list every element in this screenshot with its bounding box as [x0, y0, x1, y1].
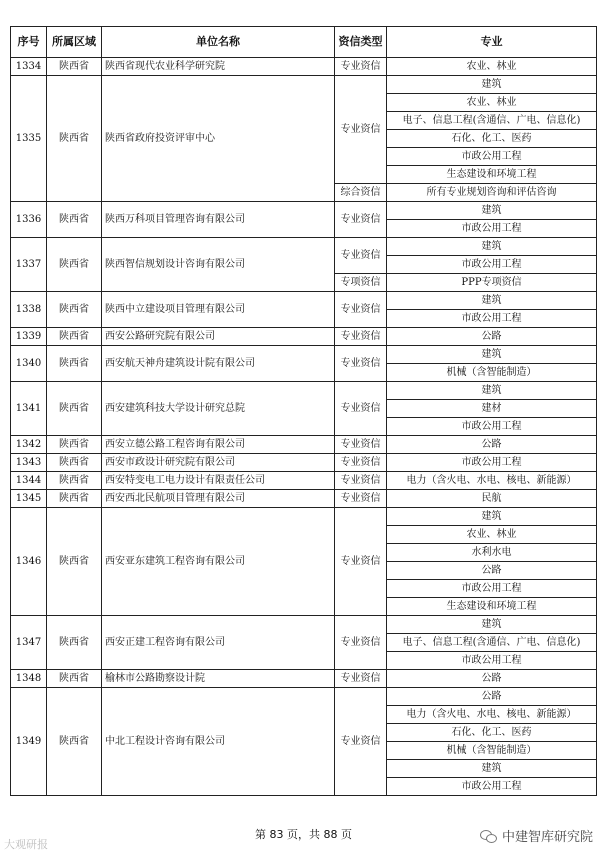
header-type: 资信类型 [335, 27, 387, 58]
cell-major: PPP专项资信 [387, 274, 597, 292]
cell-major: 农业、林业 [387, 94, 597, 112]
cell-major: 市政公用工程 [387, 220, 597, 238]
table-header-row [11, 27, 597, 58]
cell-name: 西安航天神舟建筑设计院有限公司 [102, 346, 335, 382]
cell-no: 1348 [11, 670, 47, 688]
cell-no: 1345 [11, 490, 47, 508]
table-row [11, 382, 597, 400]
cell-major: 市政公用工程 [387, 652, 597, 670]
cell-major: 所有专业规划咨询和评估咨询 [387, 184, 597, 202]
cell-name: 西安特变电工电力设计有限责任公司 [102, 472, 335, 490]
cell-type: 专业资信 [335, 238, 387, 274]
cell-type: 专业资信 [335, 76, 387, 184]
cell-type: 专项资信 [335, 274, 387, 292]
cell-major: 市政公用工程 [387, 454, 597, 472]
cell-region: 陕西省 [47, 346, 102, 382]
watermark-right-text: 中建智库研究院 [501, 830, 593, 845]
cell-no: 1344 [11, 472, 47, 490]
header-region: 所属区域 [47, 27, 102, 58]
cell-region: 陕西省 [47, 508, 102, 616]
cell-major: 建筑 [387, 616, 597, 634]
cell-type: 专业资信 [335, 508, 387, 616]
cell-major: 市政公用工程 [387, 310, 597, 328]
cell-region: 陕西省 [47, 616, 102, 670]
cell-name: 西安立德公路工程咨询有限公司 [102, 436, 335, 454]
cell-region: 陕西省 [47, 490, 102, 508]
cell-major: 建筑 [387, 346, 597, 364]
cell-region: 陕西省 [47, 58, 102, 76]
cell-major: 建筑 [387, 508, 597, 526]
cell-major: 公路 [387, 328, 597, 346]
cell-no: 1340 [11, 346, 47, 382]
cell-no: 1343 [11, 454, 47, 472]
cell-name: 陕西智信规划设计咨询有限公司 [102, 238, 335, 292]
cell-type: 专业资信 [335, 454, 387, 472]
cell-no: 1349 [11, 688, 47, 796]
cell-region: 陕西省 [47, 238, 102, 292]
cell-name: 陕西省政府投资评审中心 [102, 76, 335, 202]
cell-major: 建材 [387, 400, 597, 418]
cell-name: 西安西北民航项目管理有限公司 [102, 490, 335, 508]
cell-region: 陕西省 [47, 76, 102, 202]
cell-major: 生态建设和环境工程 [387, 598, 597, 616]
header-name: 单位名称 [102, 27, 335, 58]
cell-type: 专业资信 [335, 670, 387, 688]
cell-no: 1334 [11, 58, 47, 76]
cell-no: 1337 [11, 238, 47, 292]
table-row [11, 346, 597, 364]
table-row [11, 58, 597, 76]
cell-major: 电力（含火电、水电、核电、新能源） [387, 472, 597, 490]
cell-major: 市政公用工程 [387, 418, 597, 436]
table-row [11, 76, 597, 94]
table-row [11, 490, 597, 508]
cell-type: 专业资信 [335, 346, 387, 382]
cell-major: 农业、林业 [387, 58, 597, 76]
cell-major: 公路 [387, 670, 597, 688]
wechat-icon [480, 829, 498, 843]
cell-region: 陕西省 [47, 328, 102, 346]
cell-major: 电子、信息工程(含通信、广电、信息化) [387, 634, 597, 652]
cell-major: 电力（含火电、水电、核电、新能源） [387, 706, 597, 724]
cell-major: 机械（含智能制造） [387, 742, 597, 760]
cell-name: 陕西中立建设项目管理有限公司 [102, 292, 335, 328]
cell-major: 公路 [387, 562, 597, 580]
cell-major: 建筑 [387, 76, 597, 94]
cell-region: 陕西省 [47, 670, 102, 688]
cell-region: 陕西省 [47, 292, 102, 328]
cell-type: 专业资信 [335, 436, 387, 454]
cell-major: 市政公用工程 [387, 778, 597, 796]
cell-region: 陕西省 [47, 454, 102, 472]
table-body [11, 58, 597, 796]
cell-name: 榆林市公路勘察设计院 [102, 670, 335, 688]
cell-name: 西安建筑科技大学设计研究总院 [102, 382, 335, 436]
cell-no: 1335 [11, 76, 47, 202]
cell-no: 1341 [11, 382, 47, 436]
cell-major: 石化、化工、医药 [387, 130, 597, 148]
table-row [11, 670, 597, 688]
cell-major: 机械（含智能制造） [387, 364, 597, 382]
cell-type: 专业资信 [335, 472, 387, 490]
cell-no: 1346 [11, 508, 47, 616]
cell-type: 专业资信 [335, 202, 387, 238]
cell-no: 1339 [11, 328, 47, 346]
cell-major: 石化、化工、医药 [387, 724, 597, 742]
cell-major: 建筑 [387, 382, 597, 400]
cell-region: 陕西省 [47, 382, 102, 436]
cell-type: 专业资信 [335, 292, 387, 328]
cell-major: 公路 [387, 436, 597, 454]
table-row [11, 238, 597, 256]
cell-major: 建筑 [387, 292, 597, 310]
cell-major: 民航 [387, 490, 597, 508]
cell-no: 1338 [11, 292, 47, 328]
cell-major: 建筑 [387, 238, 597, 256]
cell-region: 陕西省 [47, 202, 102, 238]
cell-major: 水利水电 [387, 544, 597, 562]
cell-name: 西安公路研究院有限公司 [102, 328, 335, 346]
cell-type: 专业资信 [335, 688, 387, 796]
table-row [11, 472, 597, 490]
table-row [11, 328, 597, 346]
cell-name: 西安市政设计研究院有限公司 [102, 454, 335, 472]
cell-type: 专业资信 [335, 616, 387, 670]
cell-major: 市政公用工程 [387, 580, 597, 598]
page-number: 第 83 页，共 88 页 [255, 828, 352, 841]
cell-major: 市政公用工程 [387, 148, 597, 166]
table-row [11, 202, 597, 220]
cell-region: 陕西省 [47, 436, 102, 454]
table-row [11, 454, 597, 472]
cell-name: 西安正建工程咨询有限公司 [102, 616, 335, 670]
cell-name: 中北工程设计咨询有限公司 [102, 688, 335, 796]
cell-no: 1342 [11, 436, 47, 454]
cell-major: 建筑 [387, 760, 597, 778]
watermark-left: 大观研报 [4, 838, 48, 851]
cell-region: 陕西省 [47, 472, 102, 490]
header-no: 序号 [11, 27, 47, 58]
cell-major: 公路 [387, 688, 597, 706]
watermark-right [480, 826, 593, 845]
table-row [11, 436, 597, 454]
table-row [11, 292, 597, 310]
cell-major: 生态建设和环境工程 [387, 166, 597, 184]
cell-no: 1347 [11, 616, 47, 670]
cell-name: 陕西万科项目管理咨询有限公司 [102, 202, 335, 238]
cell-major: 市政公用工程 [387, 256, 597, 274]
header-major: 专业 [387, 27, 597, 58]
cell-name: 陕西省现代农业科学研究院 [102, 58, 335, 76]
table-row [11, 508, 597, 526]
table-row [11, 688, 597, 706]
cell-name: 西安亚东建筑工程咨询有限公司 [102, 508, 335, 616]
cell-major: 农业、林业 [387, 526, 597, 544]
cell-type: 专业资信 [335, 58, 387, 76]
cell-major: 电子、信息工程(含通信、广电、信息化) [387, 112, 597, 130]
cell-type: 专业资信 [335, 328, 387, 346]
cell-type: 综合资信 [335, 184, 387, 202]
cell-type: 专业资信 [335, 382, 387, 436]
qualification-table [10, 26, 597, 796]
cell-region: 陕西省 [47, 688, 102, 796]
table-row [11, 616, 597, 634]
cell-major: 建筑 [387, 202, 597, 220]
cell-type: 专业资信 [335, 490, 387, 508]
cell-no: 1336 [11, 202, 47, 238]
